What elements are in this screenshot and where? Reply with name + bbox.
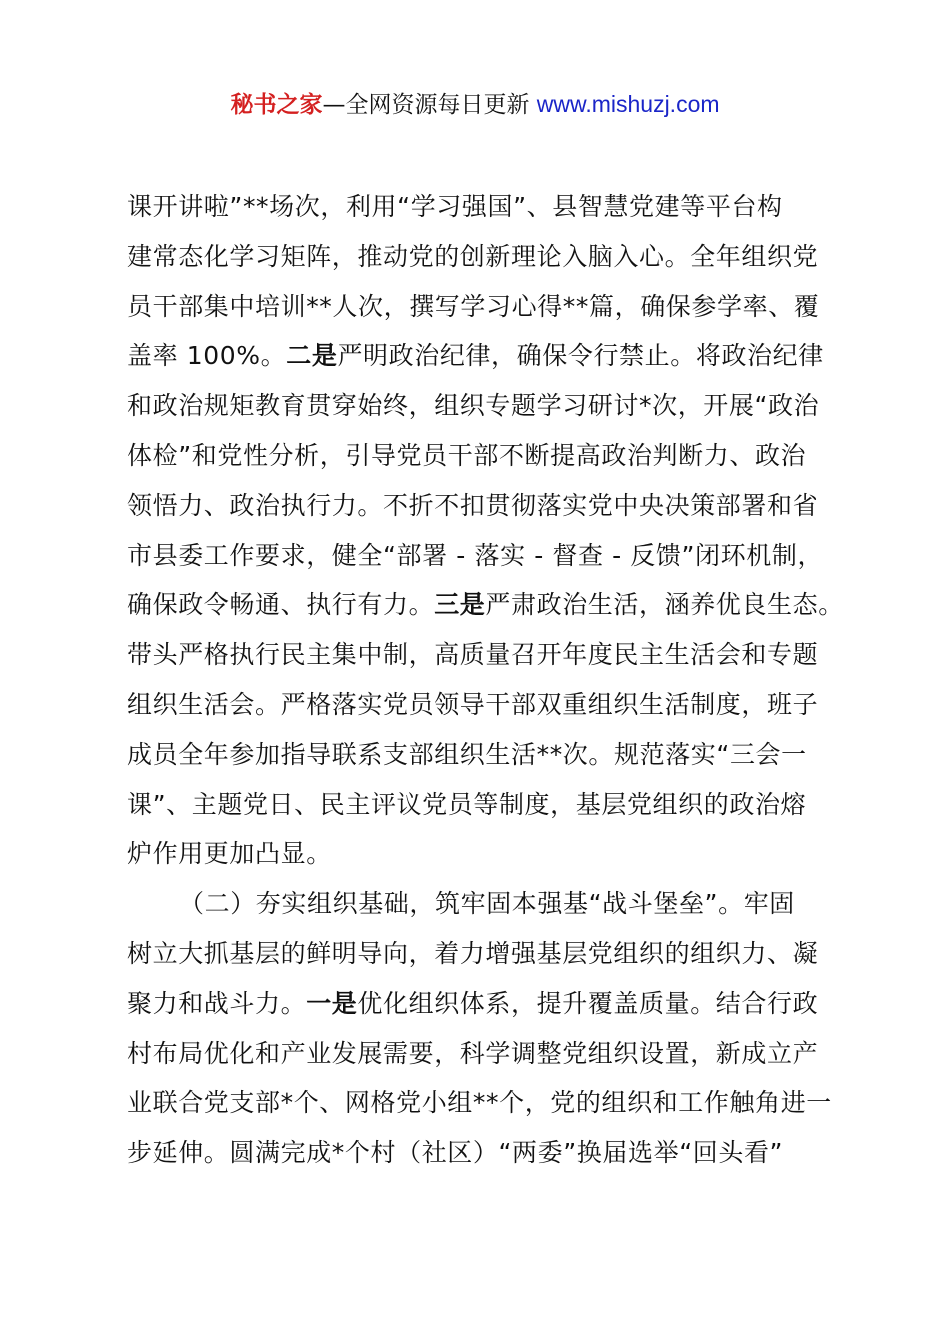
text-line: 盖率 100%。二是严明政治纪律，确保令行禁止。将政治纪律 [127,341,824,371]
bold-marker: 三是 [434,590,486,620]
bold-marker: 二是 [286,341,338,371]
text-line: 带头严格执行民主集中制，高质量召开年度民主生活会和专题 [127,640,819,670]
text-line: 聚力和战斗力。一是优化组织体系，提升覆盖质量。结合行政 [127,988,819,1018]
text-line: 课开讲啦”**场次，利用“学习强国”、县智慧党建等平台构 [127,192,783,221]
text-line: 体检”和党性分析，引导党员干部不断提高政治判断力、政治 [127,440,807,470]
text-line: 领悟力、政治执行力。不折不扣贯彻落实党中央决策部署和省 [127,490,819,520]
text-line: 步延伸。圆满完成*个村（社区）“两委”换届选举“回头看” [127,1138,784,1168]
text-line: 业联合党支部*个、网格党小组**个，党的组织和工作触角进一 [127,1088,832,1118]
text-line: 员干部集中培训**人次，撰写学习心得**篇，确保参学率、覆 [127,291,820,321]
text-line: 成员全年参加指导联系支部组织生活**次。规范落实“三会一 [127,739,807,769]
text-line: 树立大抓基层的鲜明导向，着力增强基层党组织的组织力、凝 [127,938,819,968]
text-line: 确保政令畅通、执行有力。三是严肃政治生活，涵养优良生态。 [127,590,844,620]
text-line: 课”、主题党日、民主评议党员等制度，基层党组织的政治熔 [127,789,807,819]
brand-name: 秘书之家 [230,92,323,118]
bold-marker: 一是 [306,988,358,1018]
site-header [0,86,950,123]
section-heading-line: （二）夯实组织基础，筑牢固本强基“战斗堡垒”。牢固 [179,889,795,919]
text-line: 炉作用更加凸显。 [127,839,332,869]
site-url[interactable]: www.mishuzj.com [536,91,720,117]
text-line: 组织生活会。严格落实党员领导干部双重组织生活制度，班子 [127,689,819,719]
text-line: 建常态化学习矩阵，推动党的创新理论入脑入心。全年组织党 [127,241,819,271]
text-line: 和政治规矩教育贯穿始终，组织专题学习研讨*次，开展“政治 [127,391,820,421]
document-body [127,182,847,1178]
header-tagline: —全网资源每日更新 [322,92,537,118]
text-line: 市县委工作要求，健全“部署 - 落实 - 督查 - 反馈”闭环机制， [127,540,824,570]
text-line: 村布局优化和产业发展需要，科学调整党组织设置，新成立产 [127,1038,819,1068]
